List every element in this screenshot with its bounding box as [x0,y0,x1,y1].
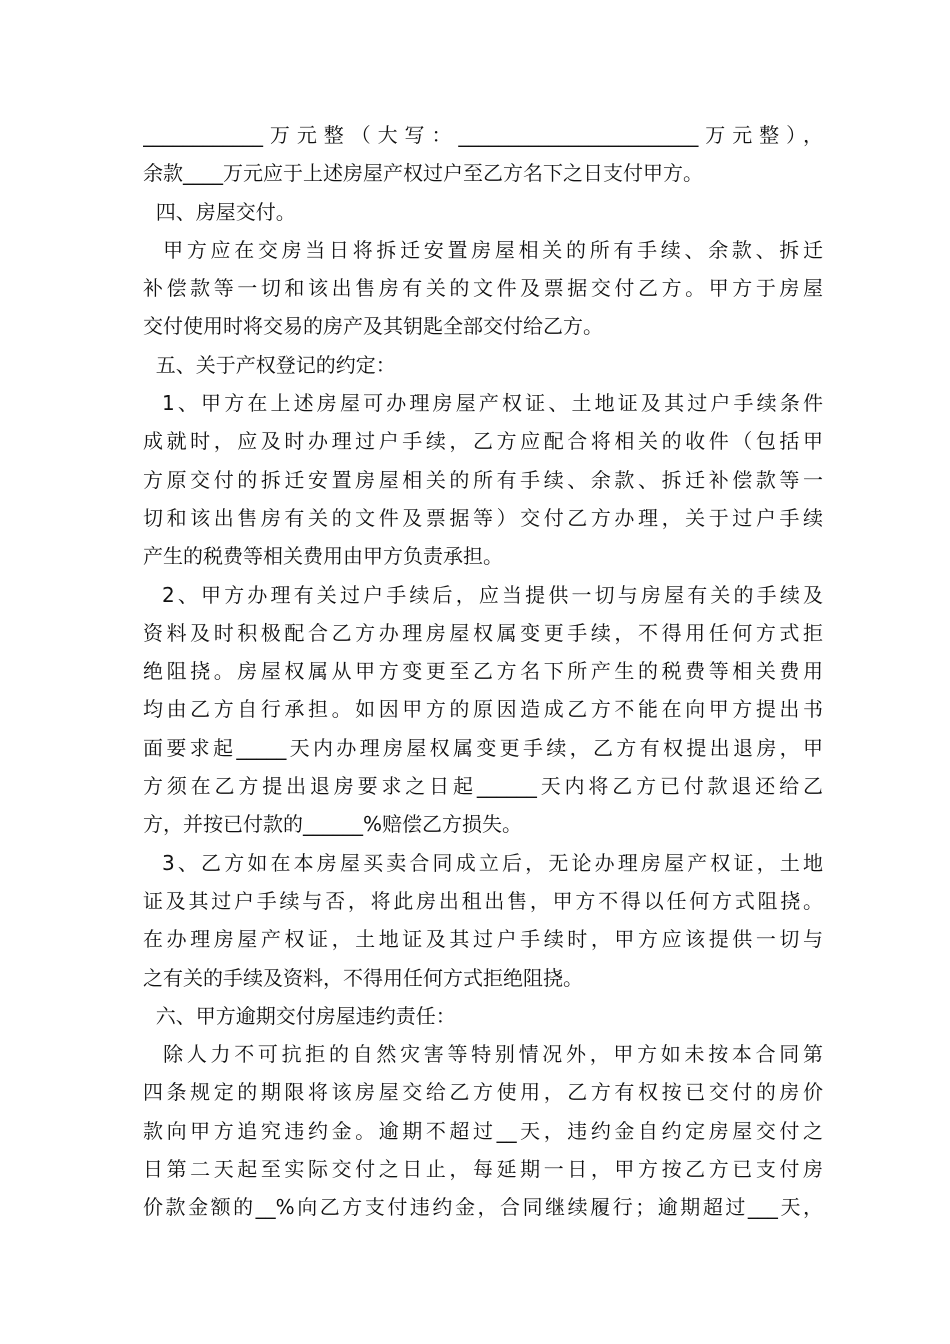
text-line: 除人力不可抗拒的自然灾害等特别情况外，甲方如未按本合同第 [143,1042,823,1067]
text-line: 均由乙方自行承担。如因甲方的原因造成乙方不能在向甲方提出书 [143,697,823,722]
text-line: 1、甲方在上述房屋可办理房屋产权证、土地证及其过户手续条件 [143,391,823,416]
text-line: 甲方应在交房当日将拆迁安置房屋相关的所有手续、余款、拆迁 [143,237,823,262]
text-line: 3、乙方如在本房屋买卖合同成立后，无论办理房屋产权证，土地 [143,850,823,875]
text-line: 面要求起_____天内办理房屋权属变更手续，乙方有权提出退房，甲 [143,735,823,760]
text-line: 四条规定的期限将该房屋交给乙方使用，乙方有权按已交付的房价 [143,1080,823,1105]
text-line: 在办理房屋产权证，土地证及其过户手续时，甲方应该提供一切与 [143,927,823,952]
text-line: 补偿款等一切和该出售房有关的文件及票据交付乙方。甲方于房屋 [143,276,823,301]
text-line: 产生的税费等相关费用由甲方负责承担。 [143,544,503,569]
text-line: 绝阻挠。房屋权属从甲方变更至乙方名下所产生的税费等相关费用 [143,659,823,684]
section-heading: 五、关于产权登记的约定： [143,352,396,377]
text-line: 之有关的手续及资料，不得用任何方式拒绝阻挠。 [143,965,583,990]
section-heading: 四、房屋交付。 [143,199,296,224]
contract-body [143,116,823,1227]
text-line: 成就时，应及时办理过户手续，乙方应配合将相关的收件（包括甲 [143,429,823,454]
text-line: 余款____万元应于上述房屋产权过户至乙方名下之日支付甲方。 [143,161,703,186]
text-line: 款向甲方追究违约金。逾期不超过__天，违约金自约定房屋交付之 [143,1118,823,1143]
text-line: ____________万元整（大写：________________________万元整）， [143,123,823,147]
text-line: 方原交付的拆迁安置房屋相关的所有手续、余款、拆迁补偿款等一 [143,467,823,492]
text-line: 交付使用时将交易的房产及其钥匙全部交付给乙方。 [143,314,603,339]
text-line: 证及其过户手续与否，将此房出租出售，甲方不得以任何方式阻挠。 [143,888,823,913]
text-line: 资料及时积极配合乙方办理房屋权属变更手续，不得用任何方式拒 [143,620,823,645]
text-line: 切和该出售房有关的文件及票据等）交付乙方办理，关于过户手续 [143,505,823,530]
text-line: 2、甲方办理有关过户手续后，应当提供一切与房屋有关的手续及 [143,582,823,607]
text-line: 日第二天起至实际交付之日止，每延期一日，甲方按乙方已支付房 [143,1157,823,1182]
text-line: 方，并按已付款的______%赔偿乙方损失。 [143,812,523,837]
text-line: 价款金额的__%向乙方支付违约金，合同继续履行；逾期超过___天， [143,1195,823,1220]
section-heading: 六、甲方逾期交付房屋违约责任： [143,1003,456,1028]
text-line: 方须在乙方提出退房要求之日起______天内将乙方已付款退还给乙 [143,774,823,799]
